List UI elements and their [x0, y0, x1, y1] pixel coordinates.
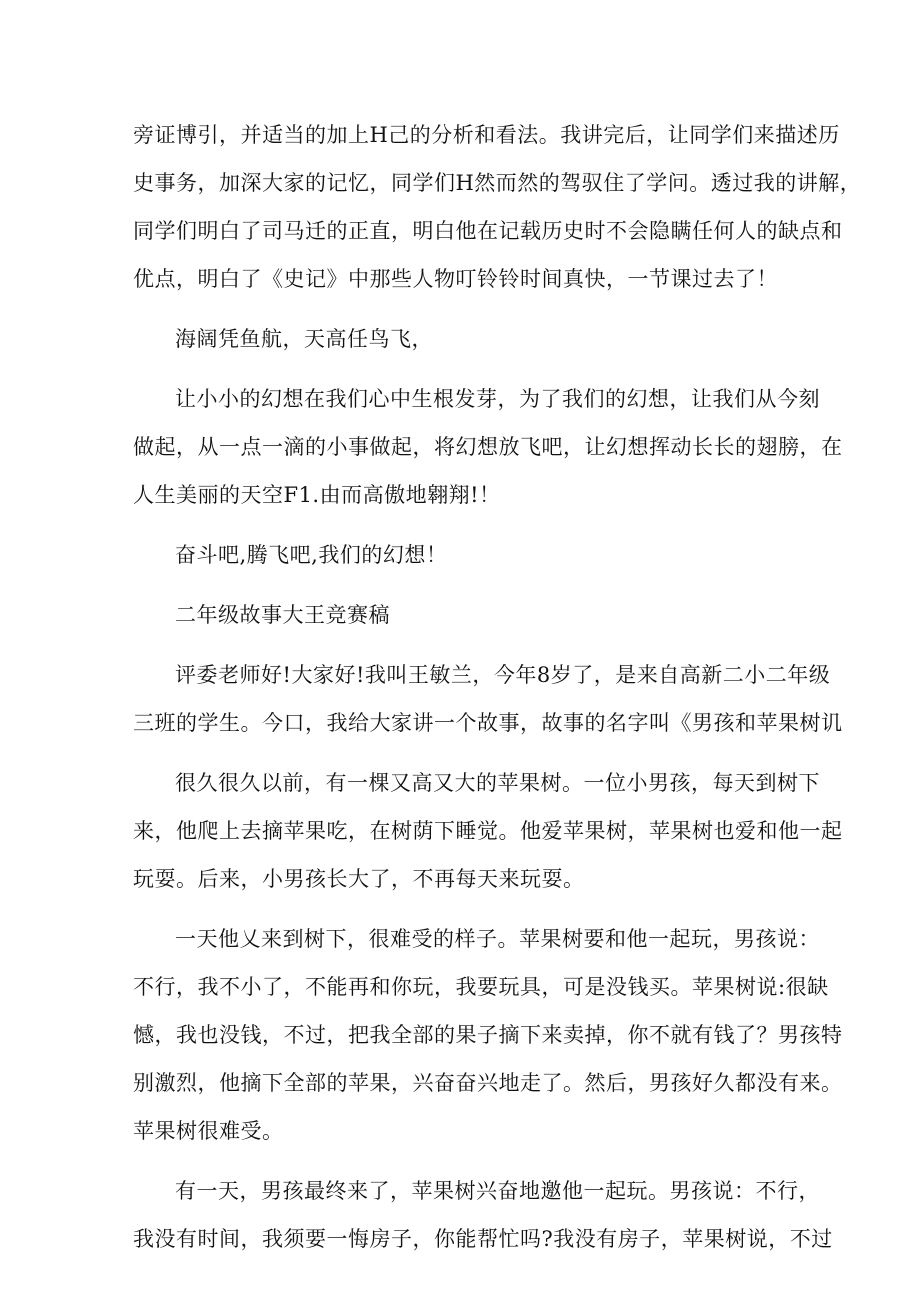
- paragraph-gap: [133, 903, 793, 915]
- text-line: 同学们明白了司马迁的正直，明白他在记载历史时不会隐瞒任何人的缺点和: [133, 219, 843, 243]
- paragraph: [133, 759, 843, 903]
- paragraph-gap: [133, 519, 793, 531]
- document-body: [133, 111, 862, 1263]
- paragraph-gap: [133, 363, 793, 375]
- text-line: 人生美丽的天空F1.由而高傲地翱翔!！: [133, 483, 501, 507]
- text-line: 优点，明白了《史记》中那些人物叮铃铃时间真快，一节课过去了！: [133, 267, 778, 291]
- text-line: 别激烈，他摘下全部的苹果，兴奋奋兴地走了。然后，男孩好久都没有来。: [133, 1071, 843, 1095]
- text-line: 做起，从一点一滴的小事做起，将幻想放飞吧，让幻想挥动长长的翅膀，在: [133, 435, 843, 459]
- text-line: 来，他爬上去摘苹果吃，在树荫下睡觉。他爱苹果树，苹果树也爱和他一起: [133, 819, 843, 843]
- paragraph: [133, 531, 793, 579]
- text-line: 二年级故事大王竞赛稿: [175, 603, 390, 627]
- paragraph-gap: [133, 303, 793, 315]
- text-line: 很久很久以前，有一棵又高又大的苹果树。一位小男孩，每天到树下: [175, 771, 820, 795]
- text-line: 史事务，加深大家的记忆，同学们H然而然的驾驭住了学问。透过我的讲解，: [133, 171, 862, 195]
- paragraph: [133, 375, 843, 519]
- text-line: 憾，我也没钱，不过，把我全部的果子摘下来卖掉，你不就有钱了？男孩特: [133, 1023, 843, 1047]
- text-line: 评委老师好!大家好!我叫王敏兰，今年8岁了，是来自高新二小二年级: [175, 663, 831, 687]
- text-line: 玩耍。后来，小男孩长大了，不再每天来玩耍。: [133, 867, 585, 891]
- paragraph: [133, 111, 862, 303]
- text-line: 苹果树很难受。: [133, 1119, 284, 1143]
- paragraph: [133, 915, 843, 1155]
- paragraph-gap: [133, 639, 793, 651]
- text-line: 海阔凭鱼航，天高任鸟飞，: [175, 327, 433, 351]
- paragraph: [133, 1167, 833, 1263]
- text-line: 一天他乂来到树下，很难受的样子。苹果树要和他一起玩，男孩说：: [175, 927, 820, 951]
- text-line: 有一天，男孩最终来了，苹果树兴奋地邀他一起玩。男孩说：不行，: [175, 1179, 820, 1203]
- paragraph-gap: [133, 579, 793, 591]
- text-line: 三班的学生。今口，我给大家讲一个故事，故事的名字叫《男孩和苹果树讥: [133, 711, 843, 735]
- text-line: 我没有时间，我须要一悔房子，你能帮忙吗?我没有房子，苹果树说，不过: [133, 1227, 833, 1251]
- paragraph: [133, 591, 793, 639]
- text-line: 让小小的幻想在我们心中生根发芽，为了我们的幻想，让我们从今刻: [175, 387, 820, 411]
- paragraph-gap: [133, 1155, 793, 1167]
- text-line: 不行，我不小了，不能再和你玩，我要玩具，可是没钱买。苹果树说:很缺: [133, 975, 829, 999]
- paragraph: [133, 315, 793, 363]
- paragraph: [133, 651, 843, 747]
- text-line: 奋斗吧,腾飞吧,我们的幻想！: [175, 543, 448, 567]
- paragraph-gap: [133, 747, 793, 759]
- text-line: 旁证博引，并适当的加上H己的分析和看法。我讲完后，让同学们来描述历: [133, 123, 840, 147]
